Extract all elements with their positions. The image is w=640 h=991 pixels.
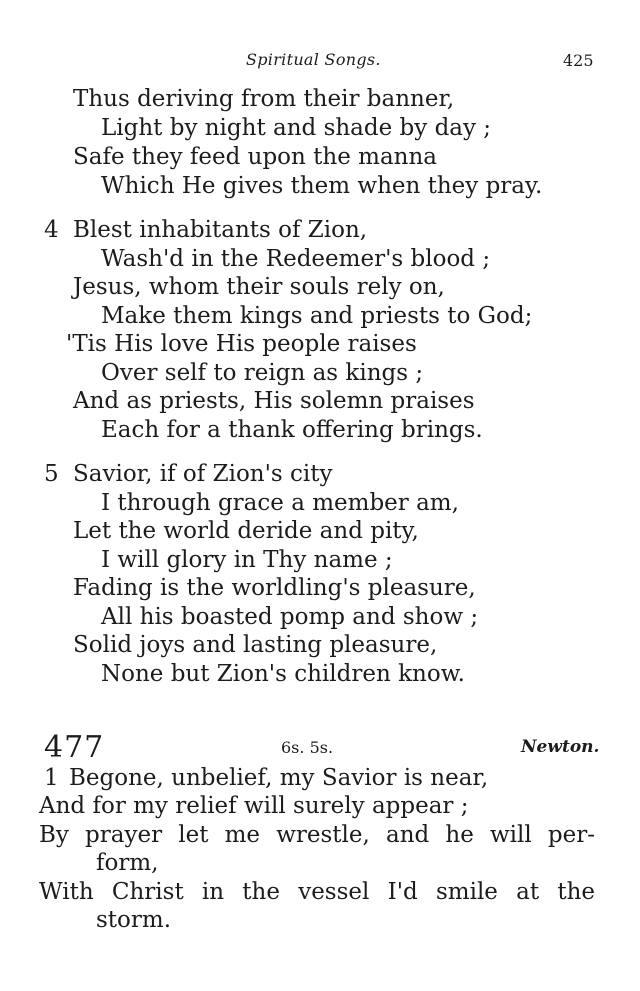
stanza-line: Solid joys and lasting pleasure, <box>73 632 438 658</box>
stanza-line: I through grace a member am, <box>101 490 459 516</box>
stanza-line: By prayer let me wrestle, and he will per- <box>39 822 595 848</box>
stanza-line: Blest inhabitants of Zion, <box>73 217 368 243</box>
verse-number: 5 <box>44 461 59 487</box>
stanza-line: Make them kings and priests to God; <box>101 303 533 329</box>
stanza-line: Fading is the worldling's pleasure, <box>73 575 476 601</box>
stanza-line: Jesus, whom their souls rely on, <box>73 274 445 300</box>
stanza-line: Thus deriving from their banner, <box>73 86 455 112</box>
stanza-line: Light by night and shade by day ; <box>101 115 492 141</box>
hymn-author: Newton. <box>521 737 600 757</box>
stanza-line: 'Tis His love His people raises <box>66 331 417 357</box>
page-number: 425 <box>563 51 594 70</box>
stanza-line: Savior, if of Zion's city <box>73 461 333 487</box>
hymn-meter: 6s. 5s. <box>281 738 334 757</box>
stanza-line: Over self to reign as kings ; <box>101 360 424 386</box>
stanza-line: form, <box>96 850 159 876</box>
stanza-line: With Christ in the vessel I'd smile at the <box>39 879 595 905</box>
stanza-line: Let the world deride and pity, <box>73 518 419 544</box>
stanza-line: And as priests, His solemn praises <box>73 388 475 414</box>
stanza-line: None but Zion's children know. <box>101 661 465 687</box>
hymn-number: 477 <box>44 730 105 765</box>
stanza-line: storm. <box>96 907 172 933</box>
stanza-line: Which He gives them when they pray. <box>101 173 543 199</box>
stanza-line: Begone, unbelief, my Savior is near, <box>69 765 489 791</box>
stanza-line: Each for a thank offering brings. <box>101 417 483 443</box>
stanza-line: Safe they feed upon the manna <box>73 144 437 170</box>
stanza-line: I will glory in Thy name ; <box>101 547 393 573</box>
verse-number: 1 <box>44 765 59 791</box>
stanza-line: All his boasted pomp and show ; <box>101 604 479 630</box>
stanza-line: And for my relief will surely appear ; <box>39 793 469 819</box>
running-header-title: Spiritual Songs. <box>246 50 381 69</box>
stanza-line: Wash'd in the Redeemer's blood ; <box>101 246 491 272</box>
verse-number: 4 <box>44 217 59 243</box>
